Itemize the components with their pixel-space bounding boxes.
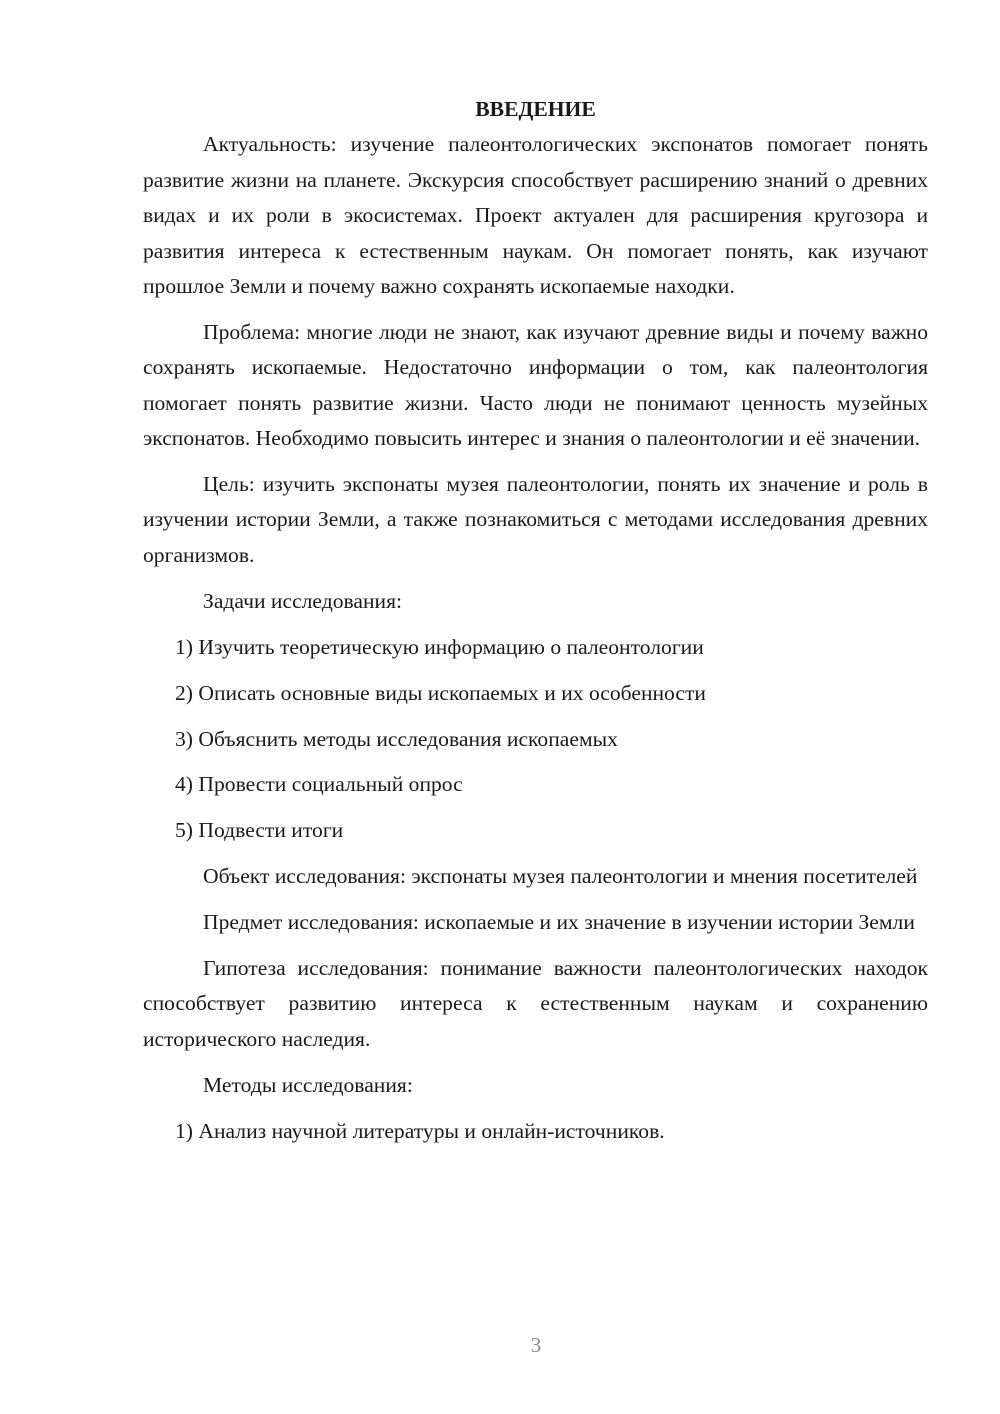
paragraph-subject: Предмет исследования: ископаемые и их значение в изучении истории Земли xyxy=(203,910,915,935)
page-content xyxy=(143,92,928,1160)
methods-list xyxy=(143,1114,928,1149)
list-item: 2) Описать основные виды ископаемых и их особенности xyxy=(175,680,706,705)
paragraph-goal: Цель: изучить экспонаты музея палеонтологии, понять их значение и роль в изучении истории Земли, а также познакомиться с методами исследования древних организмов. xyxy=(143,472,928,567)
list-item: 1) Изучить теоретическую информацию о палеонтологии xyxy=(175,634,704,659)
paragraph-relevance: Актуальность: изучение палеонтологических экспонатов помогает понять развитие жизни на планете. Экскурсия способствует расширению знаний о древних видах и их роли в экосистемах. Проект актуален для расширения кругозора и развития интереса к естественным наукам. Он помогает понять, как изучают прошлое Земли и почему важно сохранять ископаемые находки. xyxy=(143,132,928,299)
paragraph-object: Объект исследования: экспонаты музея палеонтологии и мнения посетителей xyxy=(203,864,918,889)
list-item: 1) Анализ научной литературы и онлайн-источников. xyxy=(175,1118,665,1143)
section-heading: ВВЕДЕНИЕ xyxy=(475,97,596,121)
list-item: 5) Подвести итоги xyxy=(175,818,344,843)
methods-title: Методы исследования: xyxy=(203,1072,413,1097)
paragraph-problem: Проблема: многие люди не знают, как изучают древние виды и почему важно сохранять ископаемые. Недостаточно информации о том, как палеонтология помогает понять развитие жизни. Часто люди не понимают ценность музейных экспонатов. Необходимо повысить интерес и знания о палеонтологии и её значении. xyxy=(143,319,928,451)
page-number: 3 xyxy=(530,1333,542,1357)
tasks-list xyxy=(143,630,928,849)
list-item: 3) Объяснить методы исследования ископаемых xyxy=(175,726,618,751)
list-item: 4) Провести социальный опрос xyxy=(175,772,463,797)
tasks-title: Задачи исследования: xyxy=(203,588,403,613)
paragraph-hypothesis: Гипотеза исследования: понимание важности палеонтологических находок способствует развитию интереса к естественным наукам и сохранению исторического наследия. xyxy=(143,956,928,1051)
